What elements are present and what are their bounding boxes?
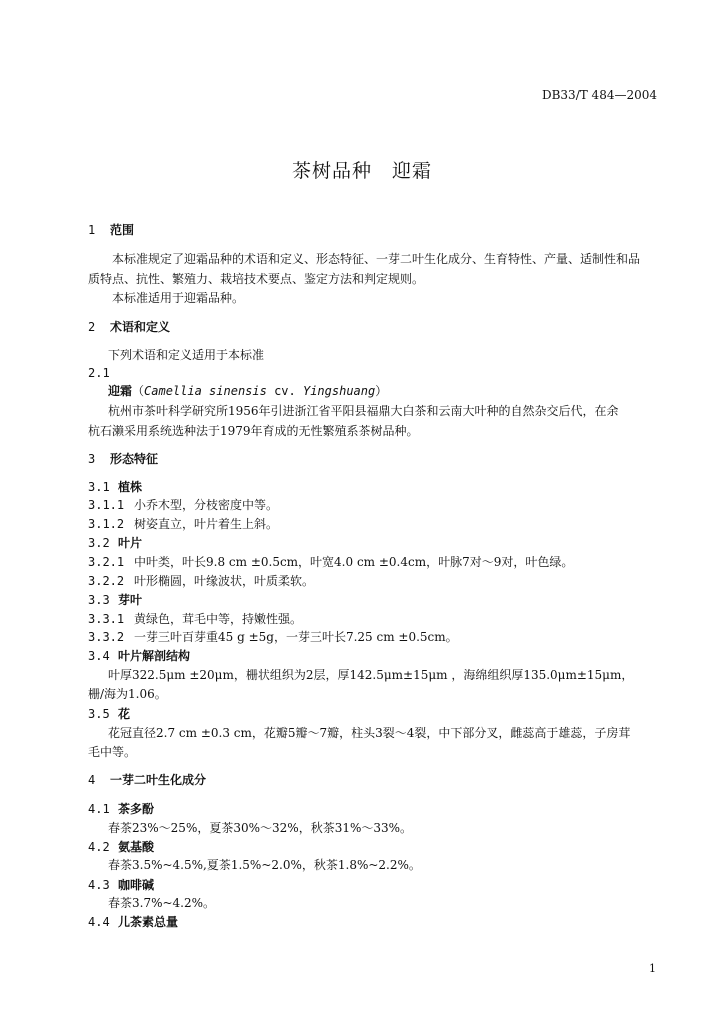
clause: 3.3.1 黄绿色，茸毛中等，持嫩性强。	[88, 612, 303, 626]
subsection-heading: 3.3 芽叶	[88, 593, 143, 607]
paragraph: 春茶3.5%~4.5%,夏茶1.5%~2.0%，秋茶1.8%~2.2%。	[108, 858, 421, 872]
subsection-heading: 4.2 氨基酸	[88, 840, 155, 854]
paragraph: 毛中等。	[88, 745, 137, 759]
clause: 3.1.1 小乔木型，分枝密度中等。	[88, 498, 279, 512]
paragraph: 花冠直径2.7 cm ±0.3 cm，花瓣5瓣～7瓣，柱头3裂～4裂，中下部分叉，雌蕊高于雄蕊，子房茸	[108, 726, 631, 740]
term-line: 迎霜（Camellia sinensis cv. Yingshuang）	[108, 384, 388, 398]
clause: 3.2.1 中叶类，叶长9.8 cm ±0.5cm，叶宽4.0 cm ±0.4cm，叶脉7对～9对，叶色绿。	[88, 555, 574, 569]
subsection-heading: 4.3 咖啡碱	[88, 878, 155, 892]
paragraph: 栅/海为1.06。	[88, 687, 167, 701]
section-2-heading: 2 术语和定义	[88, 320, 171, 334]
paragraph: 本标准适用于迎霜品种。	[112, 291, 245, 305]
paragraph: 杭石濑采用系统选种法于1979年育成的无性繁殖系茶树品种。	[88, 424, 419, 438]
section-number: 4	[88, 773, 96, 787]
term: 迎霜	[108, 384, 133, 398]
paragraph: 叶厚322.5μm ±20μm，栅状组织为2层，厚142.5μm±15μm ，海绵组织厚135.0μm±15μm，	[108, 668, 634, 682]
subsection-heading: 3.2 叶片	[88, 536, 143, 550]
subsection-heading: 3.5 花	[88, 707, 131, 721]
paragraph: 春茶3.7%~4.2%。	[108, 896, 216, 910]
subsection-heading: 4.4 儿茶素总量	[88, 915, 179, 929]
paragraph: 春茶23%～25%，夏茶30%～32%，秋茶31%～33%。	[108, 821, 413, 835]
paragraph: 杭州市茶叶科学研究所1956年引进浙江省平阳县福鼎大白茶和云南大叶种的自然杂交后代，在余	[108, 404, 619, 418]
latin-name: Camellia sinensis	[144, 384, 267, 398]
section-number: 1	[88, 223, 96, 237]
document-title: 茶树品种 迎霜	[291, 160, 432, 182]
page-number: 1	[649, 962, 656, 975]
clause: 3.3.2 一芽三叶百芽重45 g ±5g，一芽三叶长7.25 cm ±0.5cm。	[88, 630, 458, 644]
paragraph: 本标准规定了迎霜品种的术语和定义、形态特征、一芽二叶生化成分、生育特性、产量、适制性和品	[112, 252, 641, 266]
paragraph: 质特点、抗性、繁殖力、栽培技术要点、鉴定方法和判定规则。	[88, 272, 425, 286]
subsection-heading: 3.4 叶片解剖结构	[88, 649, 191, 663]
section-3-heading: 3 形态特征	[88, 452, 159, 466]
section-number: 2	[88, 320, 96, 334]
subsection-heading: 3.1 植株	[88, 480, 143, 494]
subsection-heading: 4.1 茶多酚	[88, 802, 155, 816]
standard-code: DB33/T 484—2004	[541, 88, 657, 102]
section-1-heading: 1 范围	[88, 223, 135, 237]
clause: 3.1.2 树姿直立，叶片着生上斜。	[88, 517, 279, 531]
clause: 3.2.2 叶形椭圆，叶缘波状，叶质柔软。	[88, 574, 315, 588]
subsection-number: 2.1	[88, 366, 110, 380]
cultivar-name: Yingshuang	[302, 384, 376, 398]
paragraph: 下列术语和定义适用于本标准	[108, 348, 265, 362]
section-4-heading: 4 一芽二叶生化成分	[88, 773, 207, 787]
section-number: 3	[88, 452, 96, 466]
